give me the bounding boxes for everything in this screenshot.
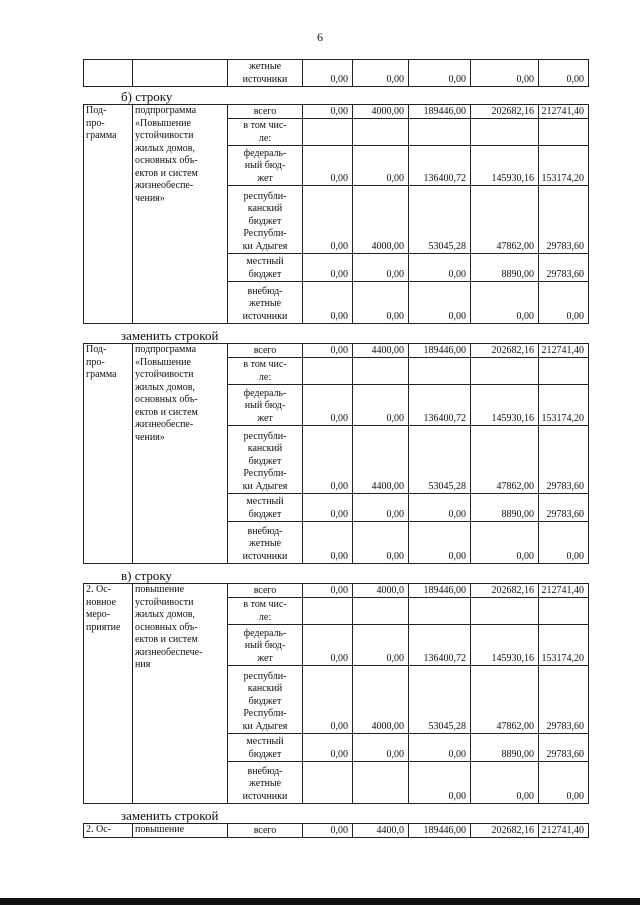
- value-cell: 136400,72: [409, 385, 471, 426]
- value-cell: 4400,0: [353, 824, 409, 838]
- value-cell: 4000,0: [353, 584, 409, 598]
- row-name-label: подпрограмма «Повышение устойчивости жилых домов, основных объ- ектов и систем жизнеобеспе- чения»: [133, 105, 228, 324]
- page-number: 6: [317, 30, 323, 44]
- value-cell: 0,00: [303, 584, 353, 598]
- row-name-label: повышение устойчивости жилых домов, основных объ- ектов и систем жизнеобеспече- ния: [133, 584, 228, 804]
- value-cell: 0,00: [303, 824, 353, 838]
- cell-empty: [84, 60, 133, 87]
- value-cell: 47862,00: [471, 186, 539, 254]
- value-cell: 53045,28: [409, 426, 471, 494]
- value-cell: 189446,00: [409, 584, 471, 598]
- value-cell: 4400,00: [353, 344, 409, 358]
- value-cell: 0,00: [303, 282, 353, 324]
- value-cell: 189446,00: [409, 344, 471, 358]
- value-cell: 0,00: [353, 60, 409, 87]
- value-cell: 47862,00: [471, 666, 539, 734]
- category-offbudget: внебюд- жетные источники: [228, 522, 303, 564]
- value-cell: 0,00: [539, 762, 589, 804]
- value-cell: 29783,60: [539, 186, 589, 254]
- value-cell: 0,00: [353, 734, 409, 762]
- value-cell: 0,00: [303, 105, 353, 119]
- value-cell: 4400,00: [353, 426, 409, 494]
- row-type-label: 2. Ос- новное меро- приятие: [84, 584, 133, 804]
- value-cell: 0,00: [303, 60, 353, 87]
- row-type-label: Под- про- грамма: [84, 105, 133, 324]
- value-cell: 8890,00: [471, 494, 539, 522]
- section-b-label: б) строку: [121, 89, 173, 104]
- value-cell: 0,00: [409, 734, 471, 762]
- value-cell: 0,00: [409, 522, 471, 564]
- value-cell: 153174,20: [539, 625, 589, 666]
- table-fragment-top: [83, 59, 589, 87]
- value-cell: 0,00: [353, 385, 409, 426]
- value-cell: 0,00: [353, 522, 409, 564]
- value-cell: 145930,16: [471, 146, 539, 186]
- value-cell: 202682,16: [471, 584, 539, 598]
- value-cell: 212741,40: [539, 584, 589, 598]
- row-type-label: 2. Ос-: [84, 824, 133, 838]
- value-cell: 29783,60: [539, 494, 589, 522]
- value-cell: 0,00: [303, 426, 353, 494]
- value-cell: 202682,16: [471, 344, 539, 358]
- category-total: всего: [228, 584, 303, 598]
- value-cell: 29783,60: [539, 426, 589, 494]
- row-name-label: повышение: [133, 824, 228, 838]
- category-offbudget: жетные источники: [228, 60, 303, 87]
- value-cell: 212741,40: [539, 344, 589, 358]
- table-fragment-bottom: [83, 823, 589, 838]
- value-cell: 0,00: [539, 282, 589, 324]
- row-name-label: подпрограмма «Повышение устойчивости жилых домов, основных объ- ектов и систем жизнеобеспе- чения»: [133, 344, 228, 564]
- value-cell: 153174,20: [539, 385, 589, 426]
- replace-label-1: заменить строкой: [121, 328, 219, 343]
- value-cell: 0,00: [303, 254, 353, 282]
- value-cell: 0,00: [471, 60, 539, 87]
- value-cell: 0,00: [409, 494, 471, 522]
- category-including: в том чис- ле:: [228, 358, 303, 385]
- value-cell: 189446,00: [409, 824, 471, 838]
- value-cell: [303, 762, 353, 804]
- category-including: в том чис- ле:: [228, 119, 303, 146]
- value-cell: 0,00: [303, 522, 353, 564]
- value-cell: 29783,60: [539, 666, 589, 734]
- value-cell: 0,00: [409, 60, 471, 87]
- value-cell: 0,00: [353, 254, 409, 282]
- value-cell: 0,00: [353, 625, 409, 666]
- category-republic: республи- канский бюджет Республи- ки Адыгея: [228, 186, 303, 254]
- value-cell: 0,00: [539, 60, 589, 87]
- value-cell: 0,00: [303, 385, 353, 426]
- category-local: местный бюджет: [228, 494, 303, 522]
- value-cell: 53045,28: [409, 666, 471, 734]
- value-cell: 4000,00: [353, 666, 409, 734]
- value-cell: 145930,16: [471, 625, 539, 666]
- value-cell: 0,00: [353, 282, 409, 324]
- category-republic: республи- канский бюджет Республи- ки Адыгея: [228, 426, 303, 494]
- value-cell: 0,00: [471, 522, 539, 564]
- category-total: всего: [228, 344, 303, 358]
- value-cell: 29783,60: [539, 734, 589, 762]
- value-cell: 0,00: [303, 146, 353, 186]
- value-cell: 202682,16: [471, 824, 539, 838]
- table-block-b: [83, 104, 589, 324]
- category-offbudget: внебюд- жетные источники: [228, 762, 303, 804]
- category-local: местный бюджет: [228, 254, 303, 282]
- value-cell: 0,00: [303, 344, 353, 358]
- table-block-v: [83, 583, 589, 804]
- value-cell: 8890,00: [471, 734, 539, 762]
- value-cell: 145930,16: [471, 385, 539, 426]
- section-v-label: в) строку: [121, 568, 172, 583]
- value-cell: 212741,40: [539, 824, 589, 838]
- value-cell: 53045,28: [409, 186, 471, 254]
- value-cell: 0,00: [353, 146, 409, 186]
- cell-empty: [133, 60, 228, 87]
- value-cell: 0,00: [303, 625, 353, 666]
- replace-label-2: заменить строкой: [121, 808, 219, 823]
- category-local: местный бюджет: [228, 734, 303, 762]
- value-cell: 0,00: [539, 522, 589, 564]
- value-cell: 0,00: [409, 254, 471, 282]
- value-cell: 0,00: [303, 186, 353, 254]
- value-cell: 136400,72: [409, 625, 471, 666]
- value-cell: 136400,72: [409, 146, 471, 186]
- value-cell: 0,00: [303, 494, 353, 522]
- scan-edge-bar: [0, 898, 640, 905]
- category-federal: федераль- ный бюд- жет: [228, 146, 303, 186]
- value-cell: 202682,16: [471, 105, 539, 119]
- value-cell: 0,00: [471, 282, 539, 324]
- value-cell: 4000,00: [353, 105, 409, 119]
- value-cell: [353, 762, 409, 804]
- value-cell: 0,00: [303, 666, 353, 734]
- category-republic: республи- канский бюджет Республи- ки Адыгея: [228, 666, 303, 734]
- value-cell: 189446,00: [409, 105, 471, 119]
- category-total: всего: [228, 105, 303, 119]
- value-cell: 29783,60: [539, 254, 589, 282]
- category-total: всего: [228, 824, 303, 838]
- value-cell: 4000,00: [353, 186, 409, 254]
- value-cell: 8890,00: [471, 254, 539, 282]
- value-cell: 0,00: [303, 734, 353, 762]
- value-cell: 153174,20: [539, 146, 589, 186]
- row-type-label: Под- про- грамма: [84, 344, 133, 564]
- table-block-b-replacement: [83, 343, 589, 564]
- category-including: в том чис- ле:: [228, 598, 303, 625]
- category-federal: федераль- ный бюд- жет: [228, 385, 303, 426]
- value-cell: 0,00: [471, 762, 539, 804]
- value-cell: 0,00: [409, 762, 471, 804]
- category-federal: федераль- ный бюд- жет: [228, 625, 303, 666]
- category-offbudget: внебюд- жетные источники: [228, 282, 303, 324]
- value-cell: 0,00: [353, 494, 409, 522]
- value-cell: 212741,40: [539, 105, 589, 119]
- value-cell: 47862,00: [471, 426, 539, 494]
- value-cell: 0,00: [409, 282, 471, 324]
